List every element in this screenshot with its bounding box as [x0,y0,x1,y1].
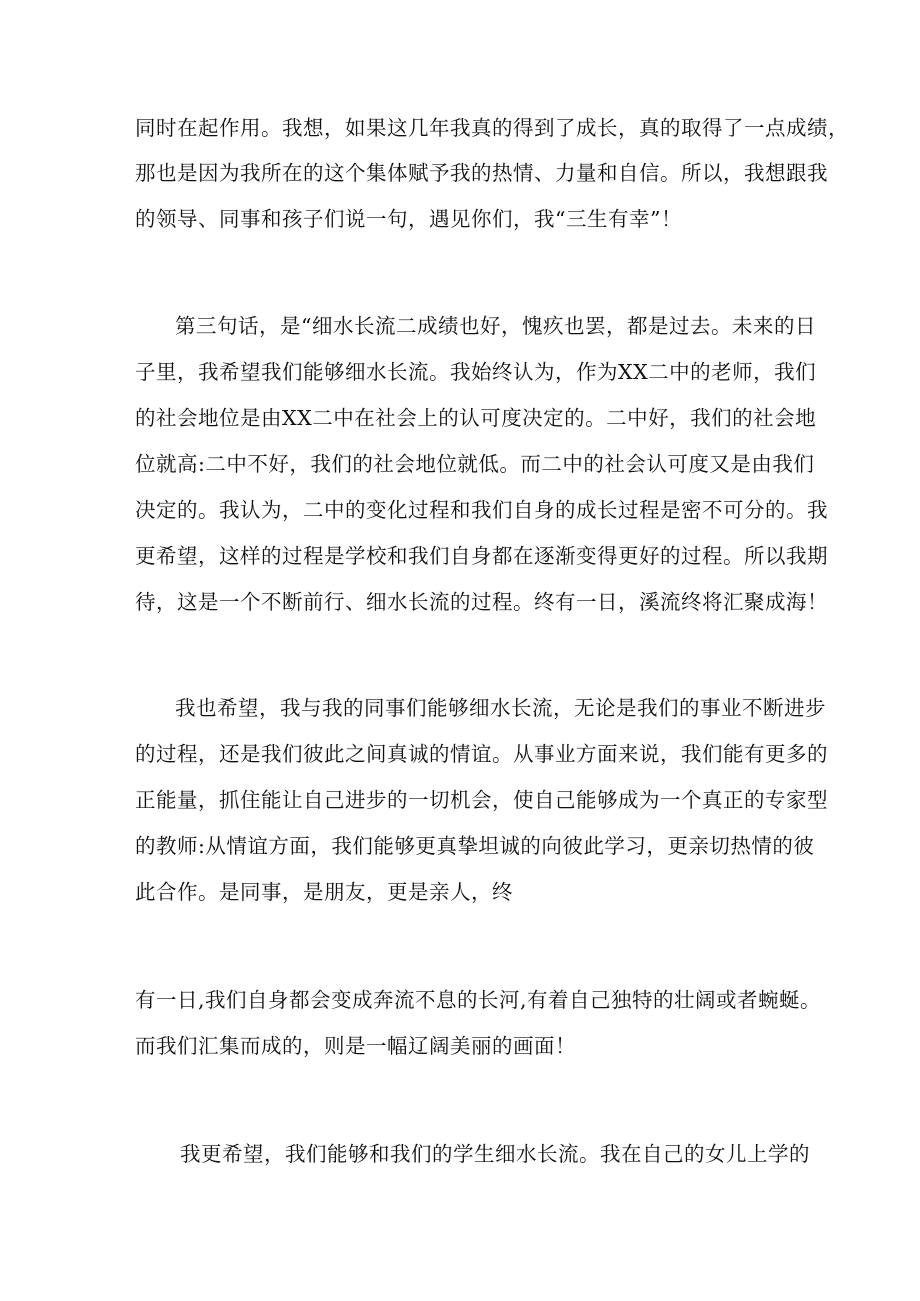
paragraph-5-line-1: 我更希望，我们能够和我们的学生细水长流。我在自己的女儿上学的 [180,1142,810,1166]
paragraph-1-line-3: 的领导、同事和孩子们说一句，遇见你们，我“三生有幸”！ [135,207,682,231]
paragraph-2-line-6: 更希望，这样的过程是学校和我们自身都在逐渐变得更好的过程。所以我期 [135,544,828,568]
paragraph-2-line-1: 第三句话，是“细水长流二成绩也好，愧疚也罢，都是过去。未来的日 [175,314,816,338]
paragraph-2-line-5: 决定的。我认为，二中的变化过程和我们自身的成长过程是密不可分的。我 [135,498,828,522]
paragraph-2-line-7: 待，这是一个不断前行、细水长流的过程。终有一日，溪流终将汇聚成海！ [135,590,828,614]
paragraph-3-line-3: 正能量，抓住能让自己进步的一切机会，使自己能够成为一个真正的专家型 [135,788,828,812]
paragraph-3-line-2: 的过程，还是我们彼此之间真诚的情谊。从事业方面来说，我们能有更多的 [135,742,828,766]
paragraph-4-line-1: 有一日,我们自身都会变成奔流不息的长河,有着自己独特的壮阔或者蜿蜒。 [135,988,822,1012]
paragraph-3-line-4: 的教师:从情谊方面，我们能够更真挚坦诚的向彼此学习，更亲切热情的彼 [135,834,815,858]
paragraph-3-line-5: 此合作。是同事，是朋友，更是亲人，终 [135,880,513,904]
paragraph-2-line-2: 子里，我希望我们能够细水长流。我始终认为，作为XX二中的老师，我们 [135,360,817,384]
paragraph-1-line-1: 同时在起作用。我想，如果这几年我真的得到了成长，真的取得了一点成绩， [135,116,849,140]
paragraph-2-line-3: 的社会地位是由XX二中在社会上的认可度决定的。二中好，我们的社会地 [135,406,817,430]
paragraph-3-line-1: 我也希望，我与我的同事们能够细水长流，无论是我们的事业不断进步 [175,696,826,720]
paragraph-4-line-2: 而我们汇集而成的，则是一幅辽阔美丽的画面！ [135,1034,576,1058]
paragraph-2-line-4: 位就高:二中不好，我们的社会地位就低。而二中的社会认可度又是由我们 [135,452,815,476]
paragraph-1-line-2: 那也是因为我所在的这个集体赋予我的热情、力量和自信。所以，我想跟我 [135,161,828,185]
